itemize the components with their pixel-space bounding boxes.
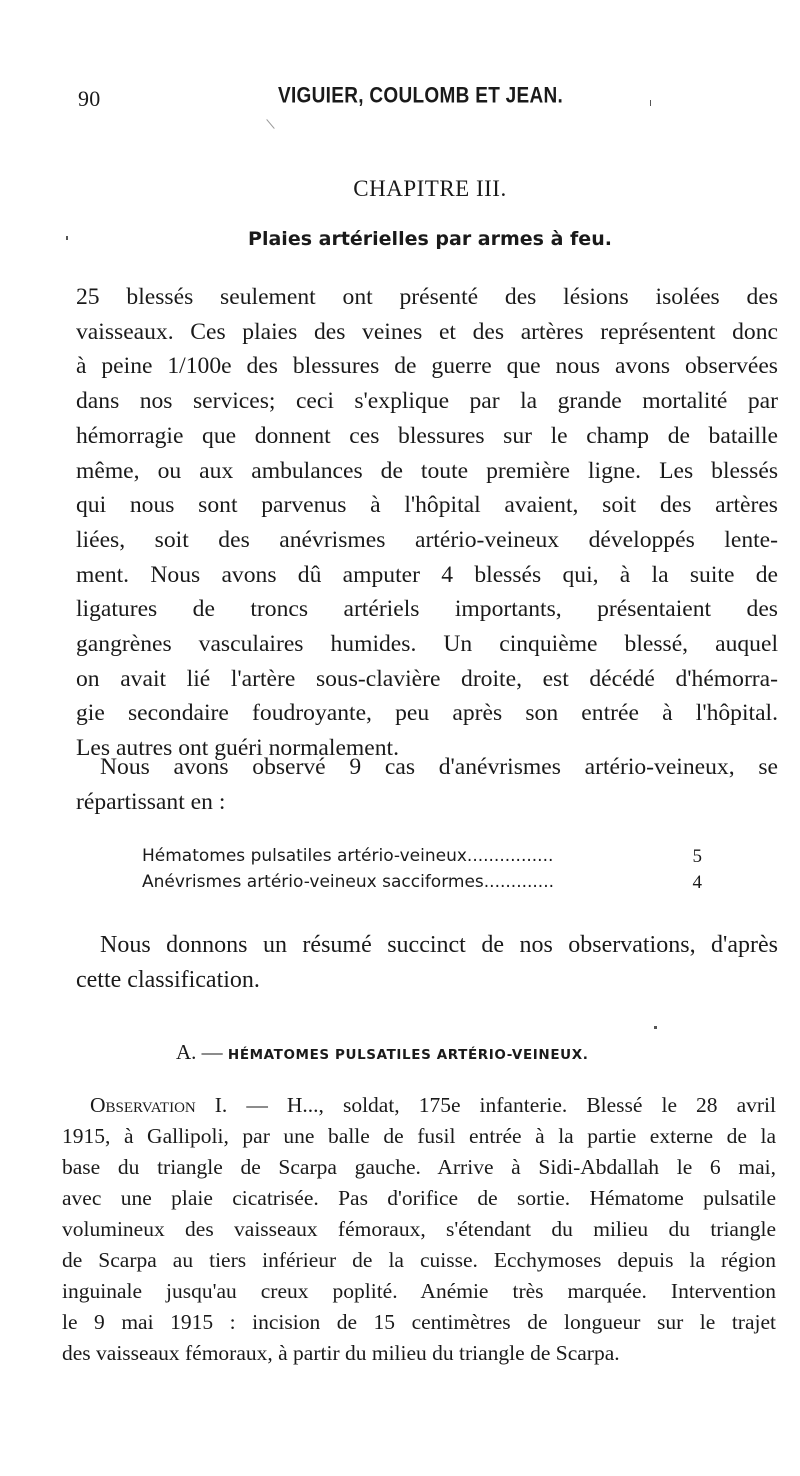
observation-text xyxy=(62,1090,776,1369)
chapter-subtitle: Plaies artérielles par armes à feu. xyxy=(248,228,612,250)
text-line xyxy=(62,1090,776,1121)
text-line: base du triangle de Scarpa gauche. Arrive à Sidi-Abdallah le 6 mai, xyxy=(62,1155,776,1179)
text-line: à peine 1/100e des blessures de guerre que nous avons observées xyxy=(76,353,778,380)
text-line: volumineux des vaisseaux fémoraux, s'étendant du milieu du triangle xyxy=(62,1217,776,1241)
text-line: inguinale jusqu'au creux poplité. Anémie très marquée. Intervention xyxy=(62,1279,776,1303)
text-line: le 9 mai 1915 : incision de 15 centimètres de longueur sur le trajet xyxy=(62,1310,776,1334)
text-line: 25 blessés seulement ont présenté des lésions isolées des xyxy=(76,284,778,310)
section-letter: A. — xyxy=(176,1040,223,1064)
text-line: liées, soit des anévrismes artério-veineux développés lente- xyxy=(76,526,778,553)
running-title: VIGUIER, COULOMB ET JEAN. xyxy=(278,84,564,109)
scan-speck xyxy=(266,119,274,129)
text-line: vaisseaux. Ces plaies des veines et des artères représentent donc xyxy=(76,318,778,345)
classification-label: Anévrismes artério-veineux sacciformes............. xyxy=(142,872,555,892)
observation-line: — H..., soldat, 175e infanterie. Blessé le 28 avril xyxy=(227,1093,776,1117)
paragraph-summary xyxy=(76,928,778,997)
classification-count: 5 xyxy=(692,846,702,867)
text-line: 1915, à Gallipoli, par une balle de fusil entrée à la partie externe de la xyxy=(62,1124,776,1148)
chapter-title: CHAPITRE III. xyxy=(353,176,507,201)
text-line: ment. Nous avons dû amputer 4 blessés qui, à la suite de xyxy=(76,561,778,588)
text-line: ligatures de troncs artériels importants, présentaient des xyxy=(76,596,778,623)
text-line: Nous avons observé 9 cas d'anévrismes artério-veineux, se xyxy=(100,754,778,780)
section-title: HÉMATOMES PULSATILES ARTÉRIO-VEINEUX. xyxy=(227,1047,589,1063)
text-line: Les autres ont guéri normalement. xyxy=(76,735,399,762)
page-number: 90 xyxy=(78,86,101,111)
text-line: cette classification. xyxy=(76,966,260,993)
classification-count: 4 xyxy=(692,872,702,893)
classification-row xyxy=(142,872,702,896)
scan-speck xyxy=(650,100,651,106)
text-line: de Scarpa au tiers inférieur de la cuisse. Ecchymoses depuis la région xyxy=(62,1248,776,1272)
observation-label: Observation I. xyxy=(90,1093,228,1117)
paragraph-cases xyxy=(76,750,778,819)
text-line: même, ou aux ambulances de toute première ligne. Les blessés xyxy=(76,457,778,484)
text-line: hémorragie que donnent ces blessures sur le champ de bataille xyxy=(76,422,778,449)
scan-speck xyxy=(66,236,68,240)
paragraph-intro xyxy=(76,280,778,766)
text-line: dans nos services; ceci s'explique par la grande mortalité par xyxy=(76,388,778,415)
text-line: répartissant en : xyxy=(76,788,226,815)
scan-speck xyxy=(654,1026,657,1029)
text-line: Nous donnons un résumé succinct de nos observations, d'après xyxy=(100,932,778,958)
text-line: on avait lié l'artère sous-clavière droite, est décédé d'hémorra- xyxy=(76,665,778,692)
text-line: avec une plaie cicatrisée. Pas d'orifice de sortie. Hématome pulsatile xyxy=(62,1186,776,1210)
text-line: des vaisseaux fémoraux, à partir du milieu du triangle de Scarpa. xyxy=(62,1341,620,1365)
classification-row xyxy=(142,846,702,870)
text-line: gangrènes vasculaires humides. Un cinquième blessé, auquel xyxy=(76,631,778,658)
section-heading xyxy=(176,1040,588,1065)
classification-label: Hématomes pulsatiles artério-veineux................ xyxy=(142,846,554,866)
text-line: qui nous sont parvenus à l'hôpital avaient, soit des artères xyxy=(76,492,778,519)
text-line: gie secondaire foudroyante, peu après son entrée à l'hôpital. xyxy=(76,700,778,727)
